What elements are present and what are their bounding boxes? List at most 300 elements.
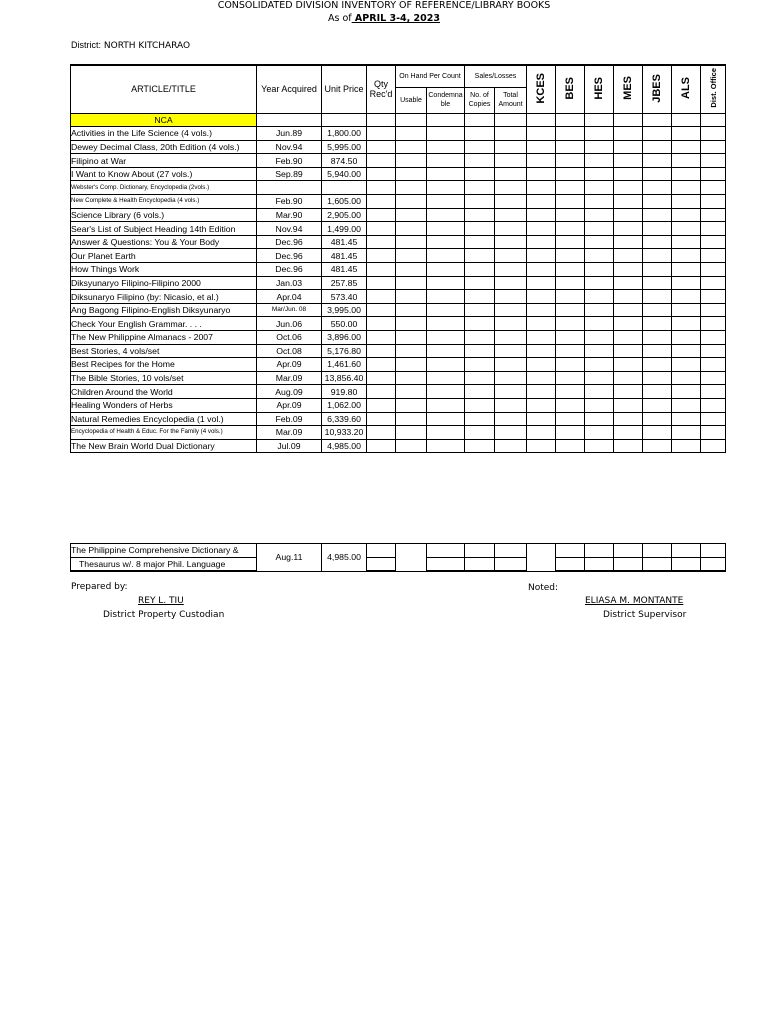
empty-cell <box>614 398 643 412</box>
table-row <box>71 195 726 209</box>
empty-cell <box>495 249 527 263</box>
empty-cell <box>701 385 726 399</box>
table-row <box>71 331 726 345</box>
empty-cell <box>427 439 465 453</box>
empty-cell <box>585 303 614 317</box>
empty-cell <box>465 167 495 181</box>
empty-cell <box>527 371 556 385</box>
empty-cell <box>614 344 643 358</box>
empty-cell <box>614 426 643 440</box>
empty-cell <box>701 303 726 317</box>
empty-cell <box>465 439 495 453</box>
empty-cell <box>556 358 585 372</box>
empty-cell <box>396 263 427 277</box>
empty-cell <box>396 249 427 263</box>
empty-cell <box>527 167 556 181</box>
as-of-line <box>0 13 768 24</box>
empty-cell <box>701 276 726 290</box>
row-title: Our Planet Earth <box>71 249 257 263</box>
col-school-mes: MES <box>614 65 643 113</box>
empty-cell <box>495 344 527 358</box>
empty-cell <box>396 358 427 372</box>
extra-year: Aug.11 <box>257 544 322 572</box>
empty-cell <box>614 208 643 222</box>
as-of-label: As of <box>328 13 352 24</box>
inventory-table <box>70 64 726 453</box>
empty-cell <box>527 385 556 399</box>
section-label: NCA <box>71 113 257 127</box>
empty-cell <box>672 195 701 209</box>
empty-cell <box>396 235 427 249</box>
row-year: Aug.09 <box>257 385 322 399</box>
empty-cell <box>396 195 427 209</box>
empty-cell <box>427 303 465 317</box>
row-title: Sear's List of Subject Heading 14th Edition <box>71 222 257 236</box>
empty-cell <box>427 167 465 181</box>
empty-cell <box>556 208 585 222</box>
empty-cell <box>495 331 527 345</box>
empty-cell <box>396 426 427 440</box>
col-school-hes: HES <box>585 65 614 113</box>
empty-cell <box>527 249 556 263</box>
empty-cell <box>367 127 396 141</box>
empty-cell <box>672 249 701 263</box>
prepared-label: Prepared by: <box>71 582 128 592</box>
empty-cell <box>585 358 614 372</box>
noted-name: ELIASA M. MONTANTE <box>585 596 684 606</box>
extra-title-line1: The Philippine Comprehensive Dictionary & <box>71 544 257 558</box>
row-title: Best Recipes for the Home <box>71 358 257 372</box>
empty-cell <box>585 127 614 141</box>
empty-cell <box>495 222 527 236</box>
empty-cell <box>614 154 643 168</box>
empty-cell <box>495 398 527 412</box>
empty-cell <box>585 222 614 236</box>
table-row <box>71 358 726 372</box>
empty-cell <box>427 235 465 249</box>
empty-cell <box>614 235 643 249</box>
row-year: Feb.90 <box>257 154 322 168</box>
empty-cell <box>614 303 643 317</box>
empty-cell <box>701 317 726 331</box>
empty-cell <box>367 276 396 290</box>
empty-cell <box>585 371 614 385</box>
empty-cell <box>495 235 527 249</box>
empty-cell <box>672 426 701 440</box>
empty-cell <box>556 276 585 290</box>
row-title: Natural Remedies Encyclopedia (1 vol.) <box>71 412 257 426</box>
empty-cell <box>643 167 672 181</box>
empty-cell <box>495 439 527 453</box>
empty-cell <box>643 249 672 263</box>
table-row <box>71 303 726 317</box>
empty-cell <box>643 412 672 426</box>
empty-cell <box>672 344 701 358</box>
empty-cell <box>556 290 585 304</box>
empty-cell <box>672 263 701 277</box>
row-price: 573.40 <box>322 290 367 304</box>
row-year: Dec.96 <box>257 235 322 249</box>
empty-cell <box>585 439 614 453</box>
col-school-jbes: JBES <box>643 65 672 113</box>
empty-cell <box>527 344 556 358</box>
empty-cell <box>495 181 527 195</box>
empty-cell <box>556 439 585 453</box>
table-row <box>71 222 726 236</box>
col-school-als: ALS <box>672 65 701 113</box>
empty-cell <box>585 154 614 168</box>
table-row <box>71 154 726 168</box>
row-title: Diksyunaryo Filipino-Filipino 2000 <box>71 276 257 290</box>
empty-cell <box>643 195 672 209</box>
empty-cell <box>367 167 396 181</box>
empty-cell <box>643 398 672 412</box>
empty-cell <box>643 439 672 453</box>
empty-cell <box>643 426 672 440</box>
empty-cell <box>495 127 527 141</box>
row-price: 1,499.00 <box>322 222 367 236</box>
empty-cell <box>701 140 726 154</box>
empty-cell <box>527 398 556 412</box>
district-label: District: <box>71 40 101 50</box>
empty-cell <box>495 263 527 277</box>
empty-cell <box>465 181 495 195</box>
empty-cell <box>672 439 701 453</box>
empty-cell <box>614 358 643 372</box>
row-price: 257.85 <box>322 276 367 290</box>
empty-cell <box>585 140 614 154</box>
empty-cell <box>672 331 701 345</box>
empty-cell <box>396 127 427 141</box>
empty-cell <box>427 263 465 277</box>
empty-cell <box>556 140 585 154</box>
empty-cell <box>556 249 585 263</box>
col-year: Year Acquired <box>257 65 322 113</box>
empty-cell <box>427 127 465 141</box>
empty-cell <box>585 317 614 331</box>
empty-cell <box>367 249 396 263</box>
empty-cell <box>672 290 701 304</box>
row-price: 874.50 <box>322 154 367 168</box>
empty-cell <box>527 303 556 317</box>
table-row <box>71 290 726 304</box>
empty-cell <box>672 127 701 141</box>
empty-cell <box>427 412 465 426</box>
empty-cell <box>643 303 672 317</box>
table-row <box>71 544 726 558</box>
empty-cell <box>643 317 672 331</box>
empty-cell <box>556 303 585 317</box>
empty-cell <box>527 127 556 141</box>
empty-cell <box>527 439 556 453</box>
table-row <box>71 344 726 358</box>
empty-cell <box>585 385 614 399</box>
empty-cell <box>527 317 556 331</box>
row-price: 4,985.00 <box>322 439 367 453</box>
empty-cell <box>527 276 556 290</box>
empty-cell <box>495 317 527 331</box>
table-row <box>71 439 726 453</box>
table-row <box>71 426 726 440</box>
empty-cell <box>585 276 614 290</box>
row-title: The Bible Stories, 10 vols/set <box>71 371 257 385</box>
empty-cell <box>427 371 465 385</box>
empty-cell <box>396 371 427 385</box>
empty-cell <box>427 195 465 209</box>
empty-cell <box>396 167 427 181</box>
empty-cell <box>396 140 427 154</box>
empty-cell <box>614 127 643 141</box>
empty-cell <box>527 195 556 209</box>
empty-cell <box>367 235 396 249</box>
row-price: 10,933.20 <box>322 426 367 440</box>
empty-cell <box>465 358 495 372</box>
empty-cell <box>396 344 427 358</box>
empty-cell <box>396 290 427 304</box>
empty-cell <box>614 181 643 195</box>
noted-label: Noted: <box>528 583 559 593</box>
empty-cell <box>465 426 495 440</box>
empty-cell <box>672 181 701 195</box>
row-year: Apr.04 <box>257 290 322 304</box>
empty-cell <box>556 127 585 141</box>
empty-cell <box>527 140 556 154</box>
empty-cell <box>427 358 465 372</box>
empty-cell <box>495 303 527 317</box>
empty-cell <box>495 385 527 399</box>
empty-cell <box>527 154 556 168</box>
empty-cell <box>495 371 527 385</box>
table-row <box>71 167 726 181</box>
row-year: Dec.96 <box>257 249 322 263</box>
empty-cell <box>527 331 556 345</box>
empty-cell <box>427 331 465 345</box>
row-price: 481.45 <box>322 263 367 277</box>
empty-cell <box>614 140 643 154</box>
empty-cell <box>643 276 672 290</box>
section-row <box>71 113 726 127</box>
empty-cell <box>495 276 527 290</box>
document-title: CONSOLIDATED DIVISION INVENTORY OF REFERENCE/LIBRARY BOOKS <box>217 0 551 11</box>
col-school-kces: KCES <box>527 65 556 113</box>
empty-cell <box>427 385 465 399</box>
empty-cell <box>701 290 726 304</box>
empty-cell <box>701 167 726 181</box>
empty-cell <box>643 208 672 222</box>
row-title: How Things Work <box>71 263 257 277</box>
empty-cell <box>701 208 726 222</box>
row-title: I Want to Know About (27 vols.) <box>71 167 257 181</box>
row-price: 13,856.40 <box>322 371 367 385</box>
empty-cell <box>643 235 672 249</box>
row-title: Webster's Comp. Dictionary, Encyclopedia (2vols.) <box>71 181 257 195</box>
row-title: The New Brain World Dual Dictionary <box>71 439 257 453</box>
row-title: New Complete & Health Encyclopedia (4 vols.) <box>71 195 257 209</box>
row-year: Sep.89 <box>257 167 322 181</box>
empty-cell <box>556 167 585 181</box>
col-on-hand: On Hand Per Count <box>396 65 465 87</box>
row-price: 481.45 <box>322 235 367 249</box>
empty-cell <box>495 412 527 426</box>
empty-cell <box>614 331 643 345</box>
empty-cell <box>614 290 643 304</box>
prepared-name: REY L. TIU <box>138 596 184 606</box>
empty-cell <box>367 263 396 277</box>
empty-cell <box>465 222 495 236</box>
empty-cell <box>367 344 396 358</box>
empty-cell <box>614 249 643 263</box>
empty-cell <box>427 222 465 236</box>
col-no-copies: No. of Copies <box>465 87 495 113</box>
empty-cell <box>585 412 614 426</box>
district-line <box>71 40 190 51</box>
empty-cell <box>396 317 427 331</box>
row-year: Jul.09 <box>257 439 322 453</box>
empty-cell <box>643 154 672 168</box>
empty-cell <box>701 127 726 141</box>
row-title: Children Around the World <box>71 385 257 399</box>
empty-cell <box>527 181 556 195</box>
empty-cell <box>367 181 396 195</box>
empty-cell <box>556 317 585 331</box>
col-total-amount: Total Amount <box>495 87 527 113</box>
empty-cell <box>672 412 701 426</box>
empty-cell <box>527 235 556 249</box>
row-year: Oct.08 <box>257 344 322 358</box>
empty-cell <box>396 181 427 195</box>
row-title: The New Philippine Almanacs - 2007 <box>71 331 257 345</box>
empty-cell <box>585 249 614 263</box>
row-price: 1,062.00 <box>322 398 367 412</box>
row-year: Nov.94 <box>257 222 322 236</box>
row-year: Mar.90 <box>257 208 322 222</box>
row-title: Check Your English Grammar. . . . <box>71 317 257 331</box>
empty-cell <box>701 222 726 236</box>
empty-cell <box>672 154 701 168</box>
empty-cell <box>396 222 427 236</box>
table-row <box>71 385 726 399</box>
extra-table <box>70 543 726 572</box>
empty-cell <box>465 331 495 345</box>
row-price: 5,176.80 <box>322 344 367 358</box>
empty-cell <box>701 344 726 358</box>
empty-cell <box>585 195 614 209</box>
row-year: Jun.89 <box>257 127 322 141</box>
empty-cell <box>643 140 672 154</box>
empty-cell <box>701 439 726 453</box>
empty-cell <box>701 249 726 263</box>
empty-cell <box>495 140 527 154</box>
empty-cell <box>643 222 672 236</box>
empty-cell <box>614 385 643 399</box>
empty-cell <box>367 398 396 412</box>
row-price: 5,995.00 <box>322 140 367 154</box>
empty-cell <box>495 358 527 372</box>
empty-cell <box>465 263 495 277</box>
empty-cell <box>672 222 701 236</box>
row-year: Apr.09 <box>257 358 322 372</box>
col-price: Unit Price <box>322 65 367 113</box>
empty-cell <box>556 222 585 236</box>
empty-cell <box>643 290 672 304</box>
empty-cell <box>585 263 614 277</box>
empty-cell <box>672 303 701 317</box>
table-row <box>71 140 726 154</box>
empty-cell <box>643 181 672 195</box>
row-title: Activities in the Life Science (4 vols.) <box>71 127 257 141</box>
empty-cell <box>701 331 726 345</box>
col-dist-office: Dist. Office <box>701 65 726 113</box>
empty-cell <box>465 290 495 304</box>
extra-title-line2: Thesaurus w/. 8 major Phil. Language <box>71 557 257 571</box>
table-row <box>71 317 726 331</box>
empty-cell <box>367 303 396 317</box>
empty-cell <box>465 154 495 168</box>
row-year <box>257 181 322 195</box>
empty-cell <box>614 263 643 277</box>
row-price: 550.00 <box>322 317 367 331</box>
empty-cell <box>672 208 701 222</box>
empty-cell <box>643 331 672 345</box>
table-row <box>71 371 726 385</box>
row-year: Jun.06 <box>257 317 322 331</box>
row-year: Feb.90 <box>257 195 322 209</box>
empty-cell <box>643 127 672 141</box>
empty-cell <box>427 154 465 168</box>
table-row <box>71 249 726 263</box>
row-title: Diksunaryo Filipino (by: Nicasio, et al.) <box>71 290 257 304</box>
empty-cell <box>701 195 726 209</box>
empty-cell <box>614 371 643 385</box>
empty-cell <box>672 235 701 249</box>
row-price: 6,339.60 <box>322 412 367 426</box>
empty-cell <box>527 412 556 426</box>
row-price: 919.80 <box>322 385 367 399</box>
empty-cell <box>701 358 726 372</box>
empty-cell <box>701 263 726 277</box>
empty-cell <box>367 412 396 426</box>
col-school-bes: BES <box>556 65 585 113</box>
row-title: Science Library (6 vols.) <box>71 208 257 222</box>
empty-cell <box>396 276 427 290</box>
row-title: Filipino at War <box>71 154 257 168</box>
col-qty: Qty Rec'd <box>367 65 396 113</box>
empty-cell <box>465 195 495 209</box>
empty-cell <box>465 276 495 290</box>
empty-cell <box>585 426 614 440</box>
empty-cell <box>367 439 396 453</box>
empty-cell <box>527 222 556 236</box>
empty-cell <box>427 290 465 304</box>
empty-cell <box>556 181 585 195</box>
table-row <box>71 276 726 290</box>
empty-cell <box>701 426 726 440</box>
empty-cell <box>465 208 495 222</box>
empty-cell <box>585 290 614 304</box>
empty-cell <box>672 371 701 385</box>
empty-cell <box>556 412 585 426</box>
empty-cell <box>585 344 614 358</box>
empty-cell <box>556 331 585 345</box>
row-price: 5,940.00 <box>322 167 367 181</box>
empty-cell <box>465 385 495 399</box>
empty-cell <box>465 344 495 358</box>
empty-cell <box>556 195 585 209</box>
empty-cell <box>556 426 585 440</box>
empty-cell <box>701 235 726 249</box>
empty-cell <box>367 154 396 168</box>
prepared-title: District Property Custodian <box>103 610 225 620</box>
